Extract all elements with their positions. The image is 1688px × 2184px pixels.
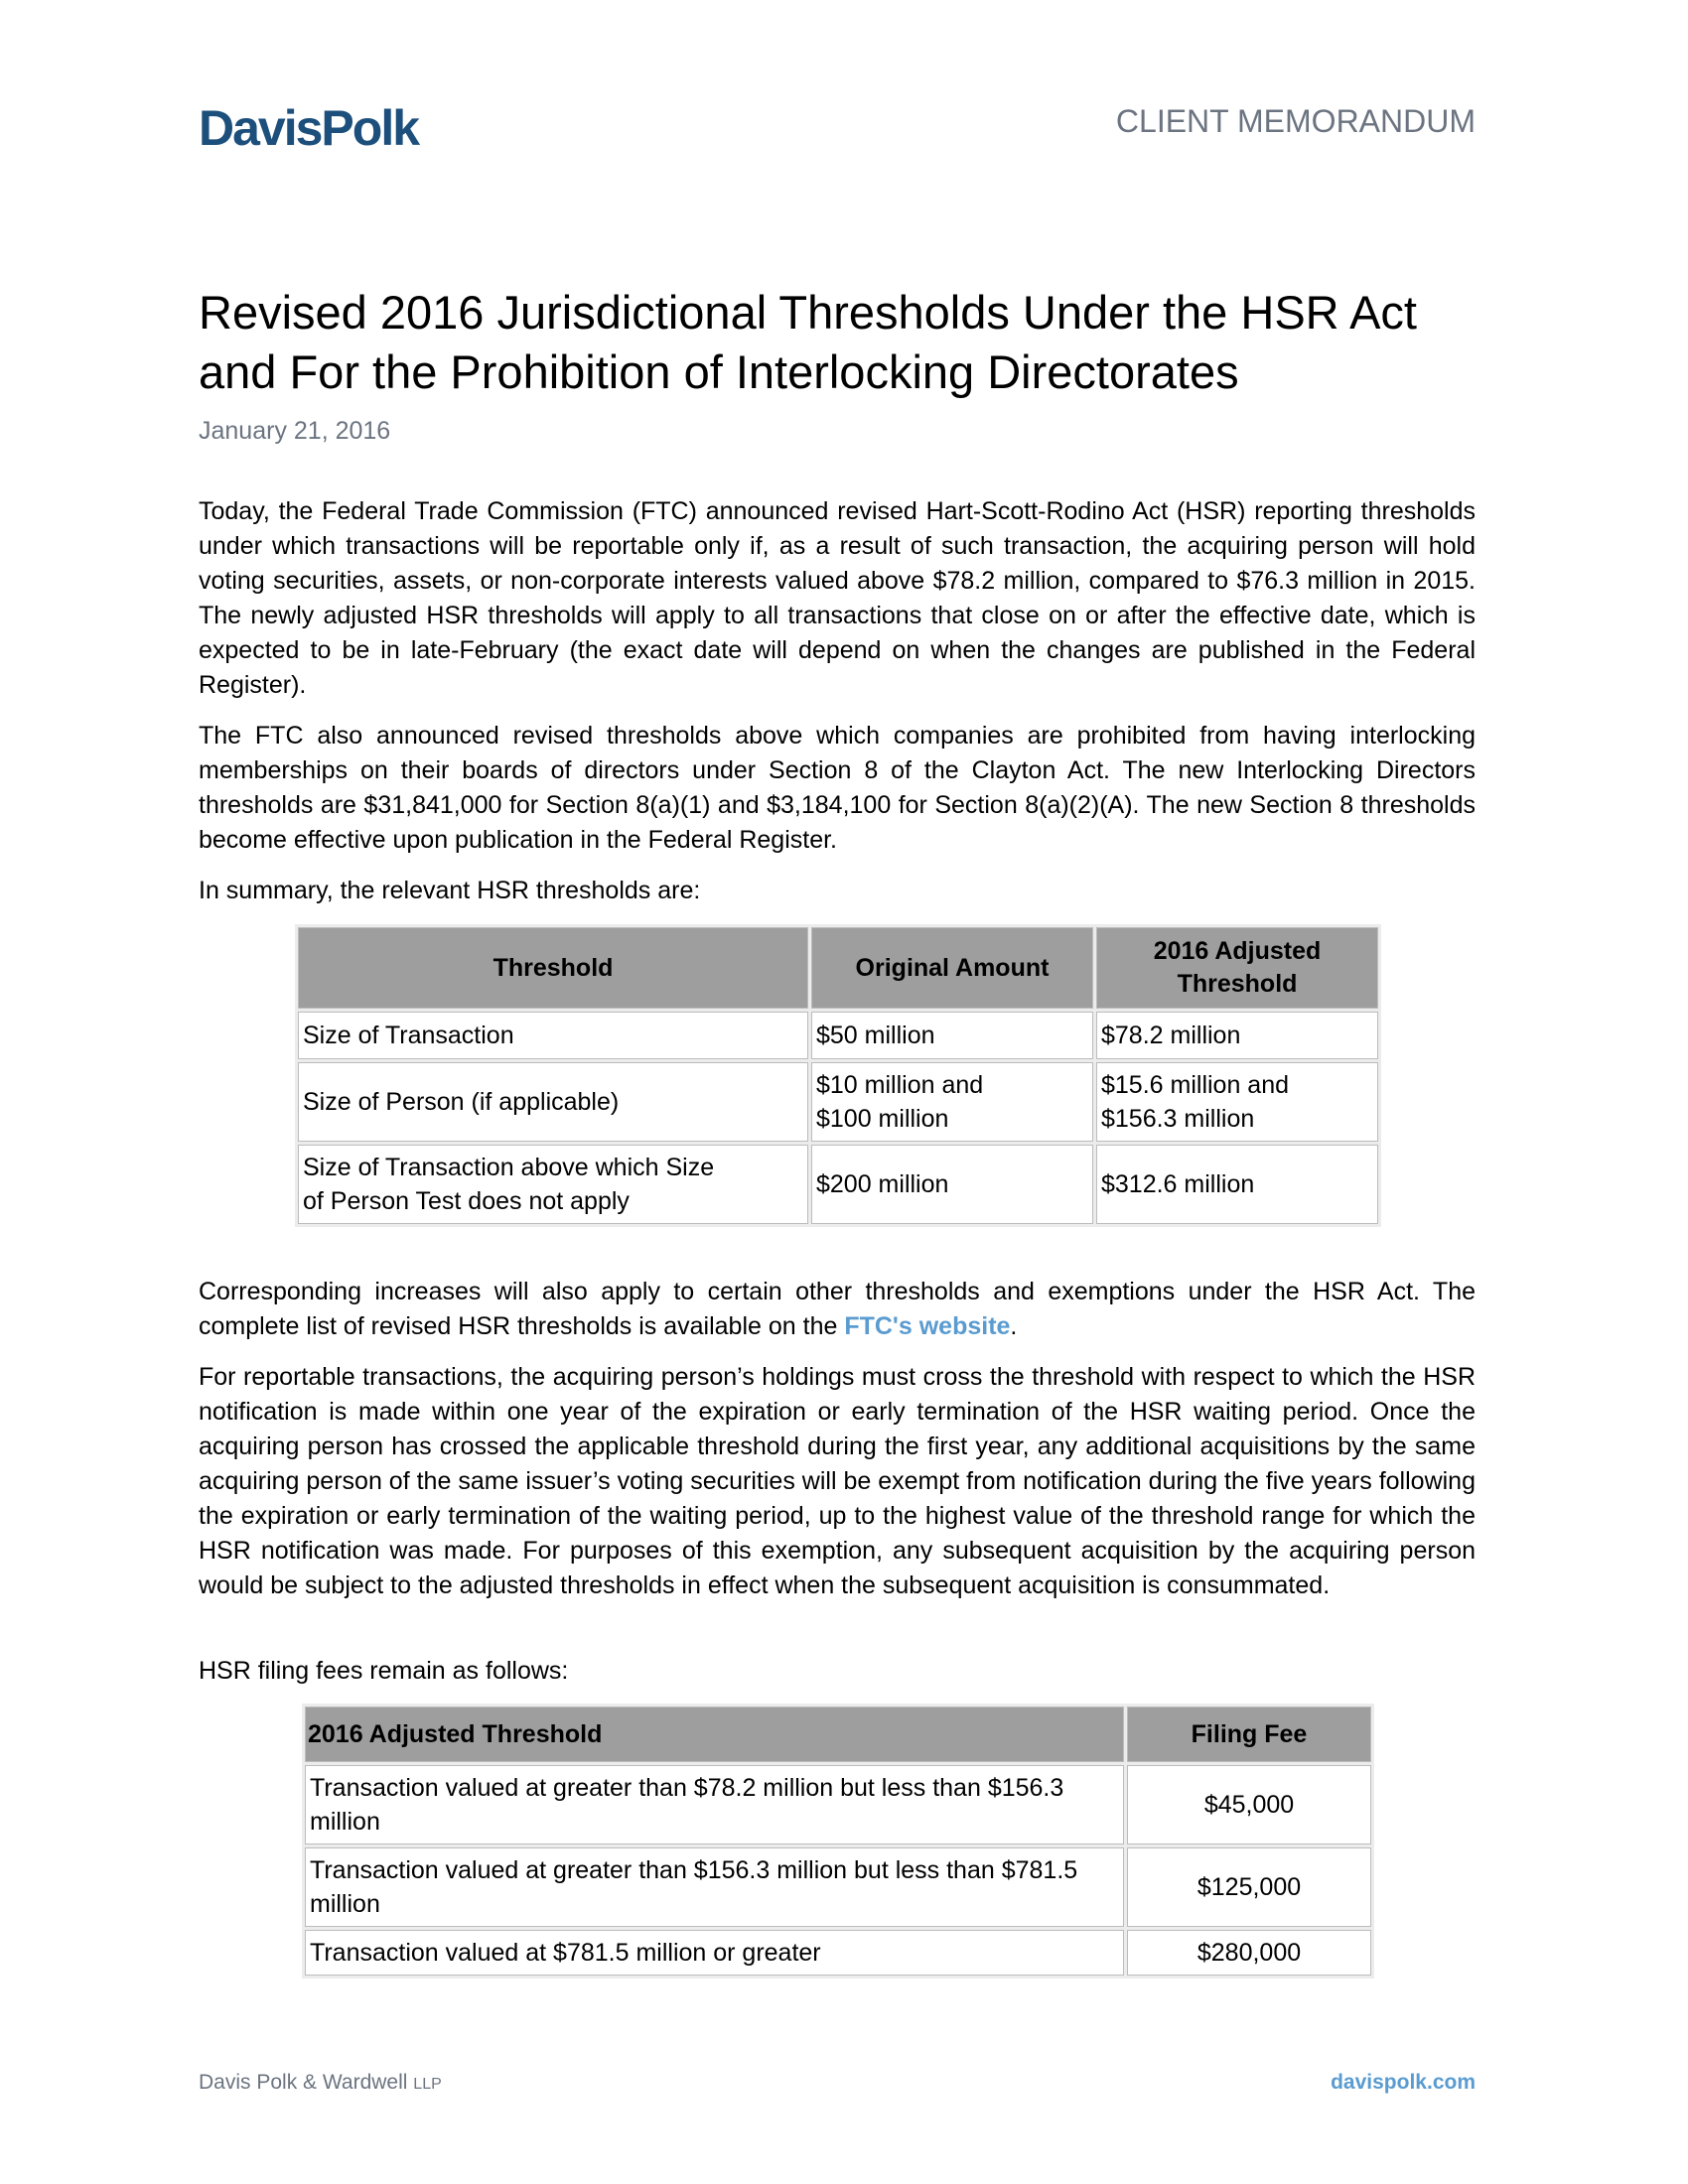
column-header: Threshold	[298, 927, 808, 1009]
footer-firm-name	[199, 2071, 442, 2095]
table-cell: $125,000	[1127, 1847, 1371, 1927]
filing-fees-table	[302, 1704, 1374, 1979]
column-header: Filing Fee	[1127, 1706, 1371, 1762]
paragraph-summary-lead: In summary, the relevant HSR thresholds are:	[199, 877, 701, 904]
table-cell: Transaction valued at $781.5 million or greater	[305, 1930, 1124, 1976]
table-header-row	[305, 1706, 1371, 1762]
footer-website-link[interactable]: davispolk.com	[1331, 2071, 1476, 2094]
table-cell: $10 million and $100 million	[811, 1062, 1093, 1142]
table-cell: $45,000	[1127, 1765, 1371, 1844]
table-cell: Size of Person (if applicable)	[298, 1062, 808, 1142]
column-header: 2016 Adjusted Threshold	[1096, 927, 1378, 1009]
paragraph-intro: Today, the Federal Trade Commission (FTC) announced revised Hart-Scott-Rodino Act (HSR) reporting thresholds under which transactions will be reportable only if, as a result of such transaction, the acquiring person will hold voting securities, assets, or non-corporate interests valued above $78.2 million, compared to $76.3 million in 2015. The newly adjusted HSR thresholds will apply to all transactions that close on or after the effective date, which is expected to be in late-February (the exact date will depend on when the changes are published in the Federal Register).	[199, 497, 1476, 699]
paragraph-interlocking: The FTC also announced revised thresholds above which companies are prohibited from having interlocking memberships on their boards of directors under Section 8 of the Clayton Act. The new Interlocking Directors thresholds are $31,841,000 for Section 8(a)(1) and $3,184,100 for Section 8(a)(2)(A). The new Section 8 thresholds become effective upon publication in the Federal Register.	[199, 722, 1476, 854]
ftc-website-link[interactable]: FTC's website	[844, 1312, 1011, 1340]
paragraph-text: Corresponding increases will also apply to certain other thresholds and exemptions under the HSR Act. The complete list of revised HSR thresholds is available on the	[199, 1278, 1476, 1340]
table-cell: Size of Transaction	[298, 1012, 808, 1059]
table-row	[298, 1012, 1378, 1059]
paragraph-reportable: For reportable transactions, the acquiring person’s holdings must cross the threshold with respect to which the HSR notification is made within one year of the expiration or early termination of the HSR waiting period. Once the acquiring person has crossed the applicable threshold during the first year, any additional acquisitions by the same acquiring person of the same issuer’s voting securities will be exempt from notification during the five years following the expiration or early termination of the waiting period, up to the highest value of the threshold range for which the HSR notification was made. For purposes of this exemption, any subsequent acquisition by the acquiring person would be subject to the adjusted thresholds in effect when the subsequent acquisition is consummated.	[199, 1363, 1476, 1599]
davis-polk-logo: DavisPolk	[199, 100, 419, 156]
page-title: Revised 2016 Jurisdictional Thresholds Under the HSR Act and For the Prohibition of Interlocking Directorates	[199, 286, 1417, 398]
table-cell: $15.6 million and $156.3 million	[1096, 1062, 1378, 1142]
table-header-row	[298, 927, 1378, 1009]
table-cell: $50 million	[811, 1012, 1093, 1059]
memo-date: January 21, 2016	[199, 417, 391, 445]
table-cell: Transaction valued at greater than $78.2 million but less than $156.3 million	[305, 1765, 1124, 1844]
table-row	[305, 1930, 1371, 1976]
firm-suffix: LLP	[413, 2076, 442, 2093]
paragraph-text: .	[1010, 1312, 1018, 1340]
column-header: Original Amount	[811, 927, 1093, 1009]
hsr-thresholds-table	[295, 924, 1381, 1227]
table-cell: $280,000	[1127, 1930, 1371, 1976]
document-type: CLIENT MEMORANDUM	[1115, 103, 1476, 139]
paragraph-corresponding	[199, 1275, 1476, 1344]
table-row	[298, 1062, 1378, 1142]
table-row	[305, 1847, 1371, 1927]
table-row	[298, 1145, 1378, 1224]
firm-name: Davis Polk & Wardwell	[199, 2071, 408, 2094]
table-cell: $200 million	[811, 1145, 1093, 1224]
table-cell: Size of Transaction above which Size of Person Test does not apply	[298, 1145, 808, 1224]
column-header: 2016 Adjusted Threshold	[305, 1706, 1124, 1762]
table-cell: $312.6 million	[1096, 1145, 1378, 1224]
paragraph-fees-lead: HSR filing fees remain as follows:	[199, 1657, 569, 1685]
table-cell: Transaction valued at greater than $156.3 million but less than $781.5 million	[305, 1847, 1124, 1927]
table-cell: $78.2 million	[1096, 1012, 1378, 1059]
table-row	[305, 1765, 1371, 1844]
